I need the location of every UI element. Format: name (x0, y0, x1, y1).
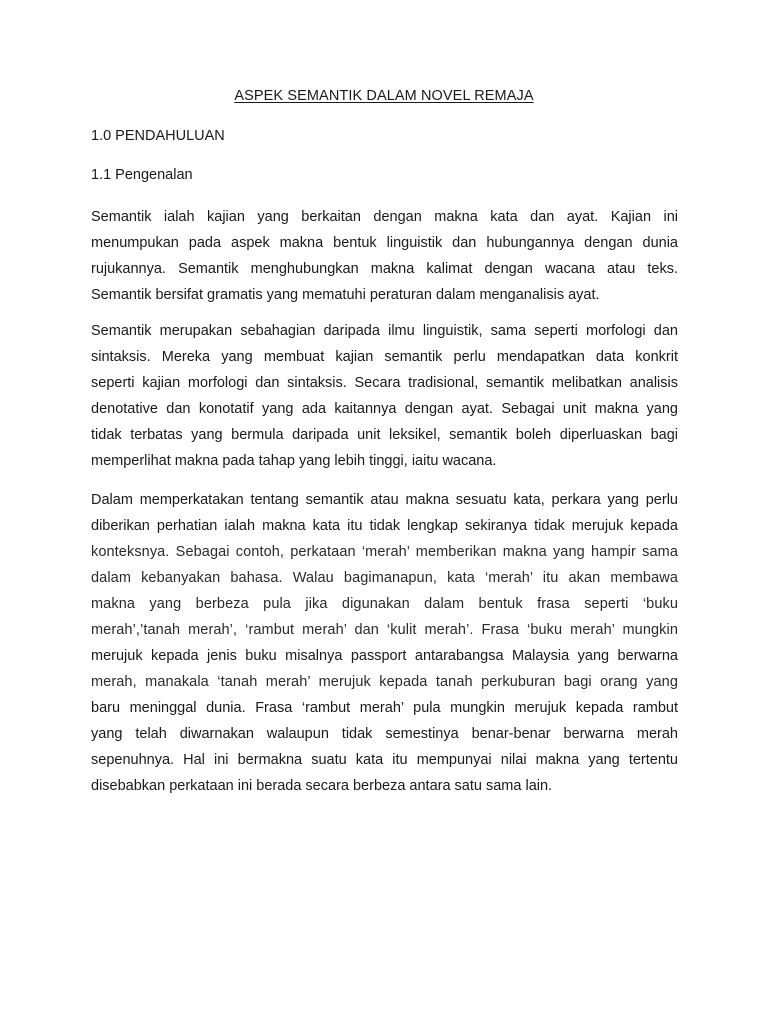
paragraph-line: merah’,’tanah merah’, ‘rambut merah’ dan ‘kulit merah’. Frasa ‘buku merah’ mungkin (91, 622, 678, 638)
paragraph-line: yang telah diwarnakan walaupun tidak semestinya benar-benar berwarna merah (91, 726, 678, 742)
paragraph-line: Semantik bersifat gramatis yang mematuhi peraturan dalam menganalisis ayat. (91, 287, 600, 303)
subsection-heading: 1.1 Pengenalan (91, 167, 193, 183)
paragraph-line: memperlihat makna pada tahap yang lebih tinggi, iaitu wacana. (91, 453, 497, 469)
paragraph-line: merah, manakala ‘tanah merah’ merujuk kepada tanah perkuburan bagi orang yang (91, 674, 678, 690)
paragraph-line: Semantik merupakan sebahagian daripada ilmu linguistik, sama seperti morfologi dan (91, 323, 678, 339)
paragraph-line: seperti kajian morfologi dan sintaksis. Secara tradisional, semantik melibatkan analisis (91, 375, 678, 391)
paragraph-3 (91, 487, 678, 799)
paragraph-line: merujuk kepada jenis buku misalnya passport antarabangsa Malaysia yang berwarna (91, 648, 678, 664)
paragraph-line: tidak terbatas yang bermula daripada unit leksikel, semantik boleh diperluaskan bagi (91, 427, 678, 443)
paragraph-1 (91, 204, 678, 308)
document-title: ASPEK SEMANTIK DALAM NOVEL REMAJA (234, 88, 534, 104)
paragraph-line: Dalam memperkatakan tentang semantik atau makna sesuatu kata, perkara yang perlu (91, 492, 678, 508)
paragraph-line: denotative dan konotatif yang ada kaitannya dengan ayat. Sebagai unit makna yang (91, 401, 678, 417)
paragraph-line: Semantik ialah kajian yang berkaitan dengan makna kata dan ayat. Kajian ini (91, 209, 678, 225)
paragraph-line: menumpukan pada aspek makna bentuk linguistik dan hubungannya dengan dunia (91, 235, 678, 251)
paragraph-line: makna yang berbeza pula jika digunakan dalam bentuk frasa seperti ‘buku (91, 596, 678, 612)
paragraph-line: rujukannya. Semantik menghubungkan makna kalimat dengan wacana atau teks. (91, 261, 678, 277)
paragraph-line: dalam kebanyakan bahasa. Walau bagimanapun, kata ‘merah’ itu akan membawa (91, 570, 678, 586)
paragraph-line: sepenuhnya. Hal ini bermakna suatu kata itu mempunyai nilai makna yang tertentu (91, 752, 678, 768)
paragraph-line: konteksnya. Sebagai contoh, perkataan ‘merah’ memberikan makna yang hampir sama (91, 544, 678, 560)
paragraph-2 (91, 318, 678, 474)
paragraph-line: sintaksis. Mereka yang membuat kajian semantik perlu mendapatkan data konkrit (91, 349, 678, 365)
section-heading: 1.0 PENDAHULUAN (91, 128, 225, 144)
paragraph-line: diberikan perhatian ialah makna kata itu tidak lengkap sekiranya tidak merujuk kepada (91, 518, 678, 534)
paragraph-line: baru meninggal dunia. Frasa ‘rambut merah’ pula mungkin merujuk kepada rambut (91, 700, 678, 716)
paragraph-line: disebabkan perkataan ini berada secara berbeza antara satu sama lain. (91, 778, 553, 794)
